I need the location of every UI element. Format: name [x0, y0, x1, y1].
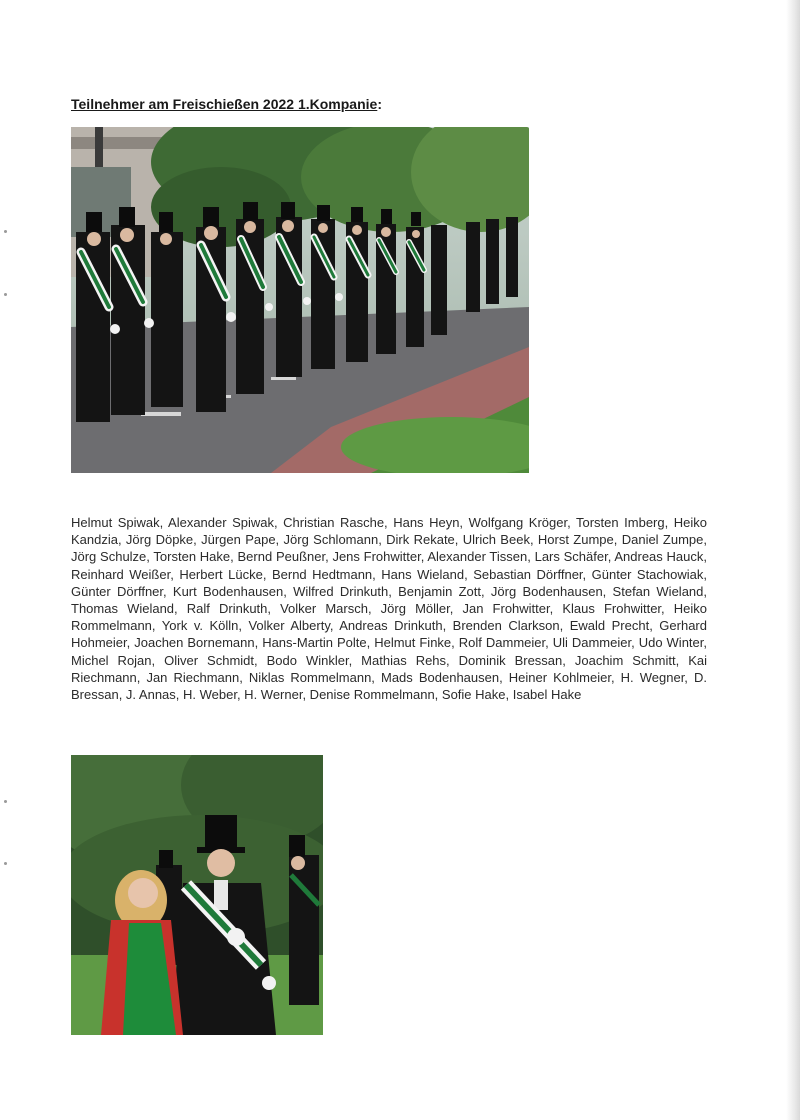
scan-mark: [4, 800, 7, 803]
heading-title: Teilnehmer am Freischießen 2022 1.Kompanie: [71, 96, 378, 112]
heading-colon: :: [377, 96, 382, 112]
parade-photo-illustration: [71, 127, 529, 473]
page-edge: [786, 0, 800, 1120]
scan-mark: [4, 230, 7, 233]
couple-photo-illustration: [71, 755, 323, 1035]
couple-photo: [71, 755, 323, 1035]
scan-mark: [4, 293, 7, 296]
page-heading: [71, 96, 382, 112]
participants-list: Helmut Spiwak, Alexander Spiwak, Christian Rasche, Hans Heyn, Wolfgang Kröger, Torsten Imberg, Heiko Kandzia, Jörg Döpke, Jürgen Pape, Jörg Schlomann, Dirk Rekate, Ulrich Beek, Horst Zumpe, Daniel Zumpe, Jörg Schulze, Torsten Hake, Bernd Peußner, Jens Frohwitter, Alexander Tissen, Lars Schäfer, Andreas Hauck, Reinhard Weißer, Herbert Lücke, Bernd Hedtmann, Hans Wieland, Sebastian Dörffner, Günter Stachowiak, Günter Dörffner, Kurt Bodenhausen, Wilfred Drinkuth, Benjamin Zott, Jörg Bodenhausen, Stefan Wieland, Thomas Wieland, Ralf Drinkuth, Volker Marsch, Jörg Möller, Jan Frohwitter, Klaus Frohwitter, Heiko Rommelmann, York v. Kölln, Volker Alberty, Andreas Drinkuth, Brenden Clarkson, Ewald Precht, Gerhard Hohmeier, Joachen Bornemann, Hans-Martin Polte, Helmut Finke, Rolf Dammeier, Uli Dammeier, Udo Winter, Michel Rojan, Oliver Schmidt, Bodo Winkler, Mathias Rehs, Dominik Bressan, Joachim Schmitt, Kai Riechmann, Jan Riechmann, Niklas Rommelmann, Mads Bodenhausen, Heiner Kohlmeier, H. Wegner, D. Bressan, J. Annas, H. Weber, H. Werner, Denise Rommelmann, Sofie Hake, Isabel Hake: [71, 515, 707, 703]
parade-photo: [71, 127, 529, 473]
scan-mark: [4, 862, 7, 865]
